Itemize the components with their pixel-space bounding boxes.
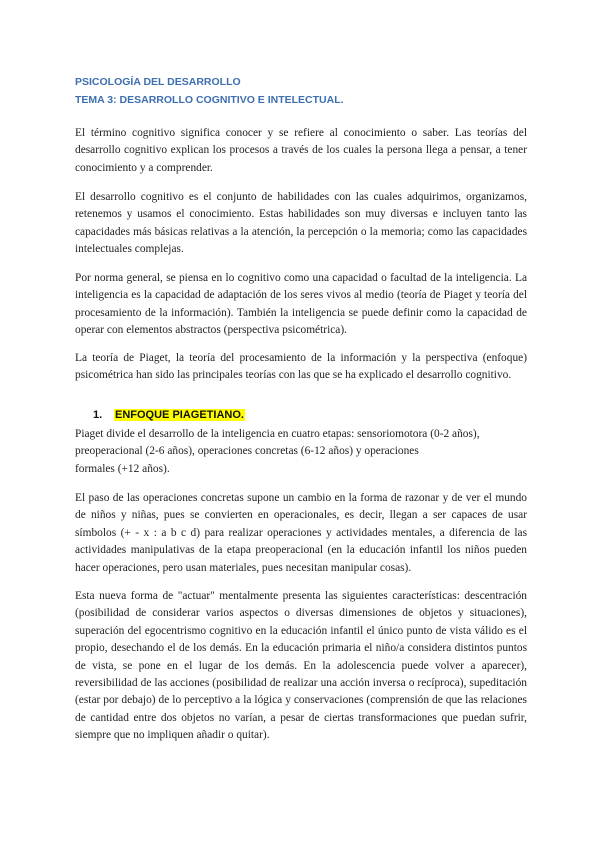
intro-paragraph: La teoría de Piaget, la teoría del procesamiento de la información y la perspectiva (enfoque) psicométrica han sido las principales teorías con las que se ha explicado el desarrollo cognitivo. — [75, 352, 527, 382]
section-lead-line: formales (+12 años). — [75, 462, 170, 475]
section-heading — [93, 409, 245, 421]
section-lead-line: preoperacional (2-6 años), operaciones concretas (6-12 años) y operaciones — [75, 445, 419, 458]
intro-paragraph: Por norma general, se piensa en lo cognitivo como una capacidad o facultad de la inteligencia. La inteligencia es la capacidad de adaptación de los seres vivos al medio (teoría de Piaget y teoría del procesamiento de la información). También la inteligencia se puede definir como la capacidad de operar con elementos abstractos (perspectiva psicométrica). — [75, 272, 527, 337]
section-title: ENFOQUE PIAGETIANO. — [115, 409, 244, 421]
document-subject-heading: PSICOLOGÍA DEL DESARROLLO — [75, 76, 241, 88]
document-topic-heading: TEMA 3: DESARROLLO COGNITIVO E INTELECTUAL. — [75, 94, 344, 106]
intro-paragraph: El término cognitivo significa conocer y se refiere al conocimiento o saber. Las teorías del desarrollo cognitivo explican los procesos a través de los cuales la persona llega a pensar, a tener conocimiento y a comprender. — [75, 127, 527, 174]
intro-paragraph: El desarrollo cognitivo es el conjunto de habilidades con las cuales adquirimos, organizamos, retenemos y usamos el conocimiento. Estas habilidades son muy diversas e incluyen tanto las capacidades más básicas relativas a la atención, la percepción o la memoria; como las capacidades intelectuales complejas. — [75, 191, 527, 256]
section-number: 1. — [93, 409, 103, 421]
section-lead — [75, 426, 527, 478]
section-lead-line: Piaget divide el desarrollo de la inteligencia en cuatro etapas: sensoriomotora (0-2 años), — [75, 428, 480, 440]
body-paragraph: Esta nueva forma de "actuar" mentalmente presenta las siguientes características: descentración (posibilidad de considerar varios aspectos o diversas dimensiones de objetos y situaciones), superación del egocentrismo cognitivo en la educación infantil el único punto de vista válido es el propio, desechando el de los demás. En la educación primaria el niño/a considera distintos puntos de vista, se pone en el lugar de los demás. En la adolescencia puede volver a aparecer), reversibilidad de las acciones (posibilidad de realizar una acción inversa o recíproca), supeditación (estar por debajo) de lo perceptivo a la lógica y conservaciones (comprensión de que las relaciones de cantidad entre dos objetos no varían, a pesar de ciertas transformaciones que puedan sufrir, siempre que no impliquen añadir o quitar). — [75, 590, 527, 742]
body-paragraph: El paso de las operaciones concretas supone un cambio en la forma de razonar y de ver el mundo de niños y niñas, pues se convierten en operacionales, es decir, llegan a ser capaces de usar símbolos (+ - x : a b c d) para realizar operaciones y actividades mentales, a diferencia de las actividades manipulativas de la etapa preoperacional (en la educación infantil los niños pueden hacer operaciones, pero usan materiales, pues necesitan manipular cosas). — [75, 492, 527, 574]
